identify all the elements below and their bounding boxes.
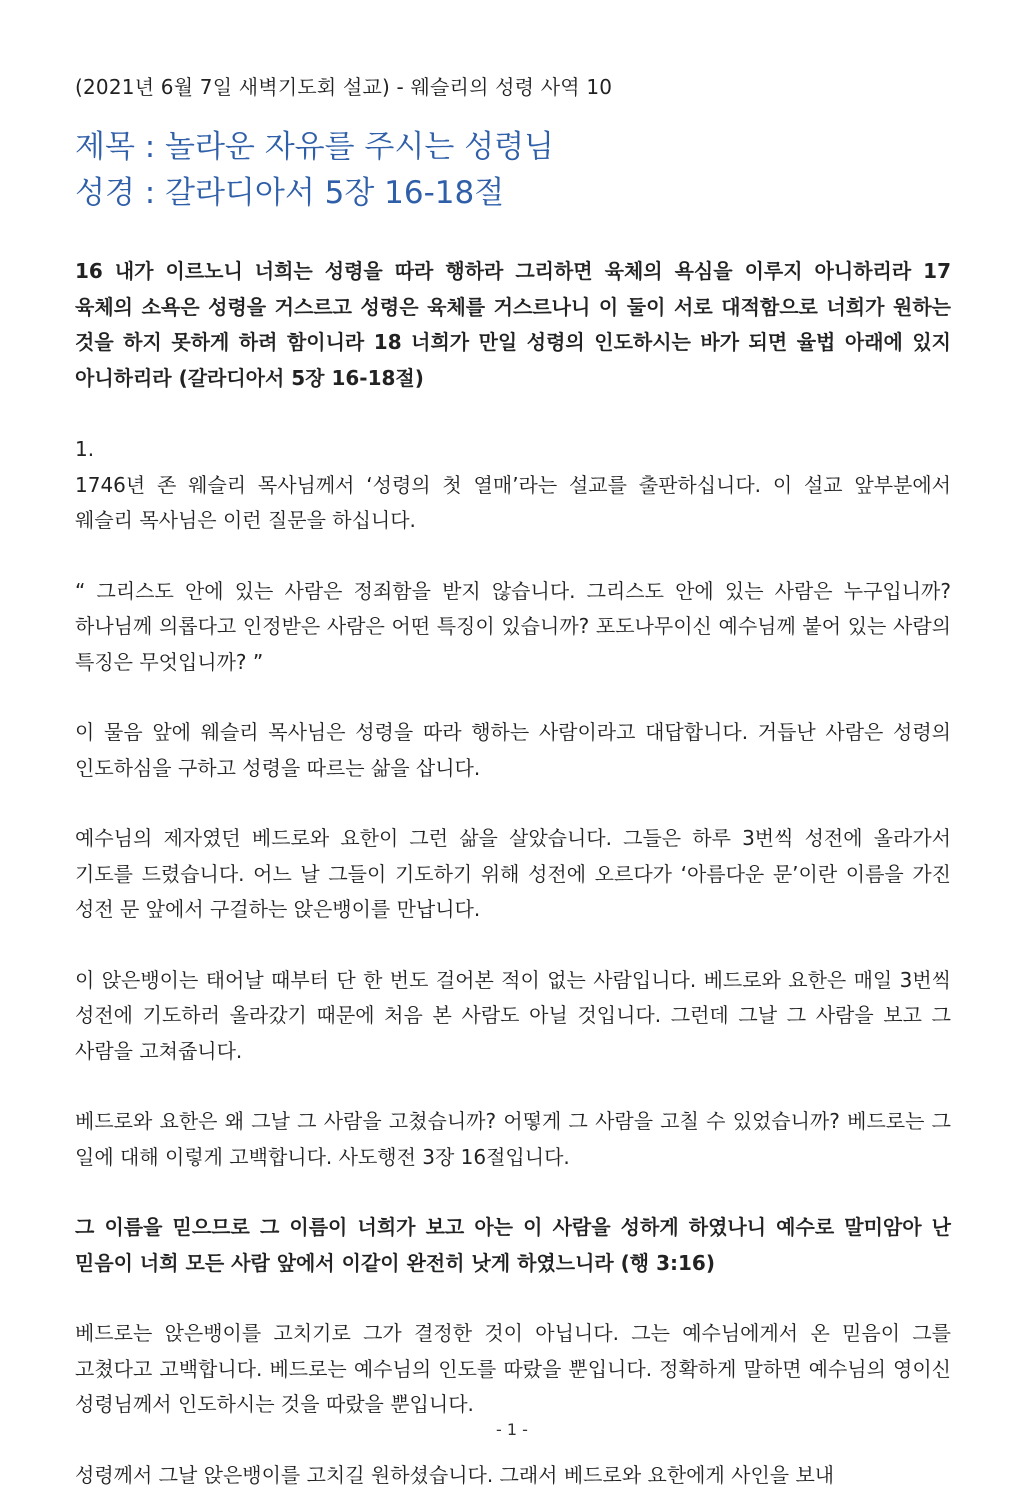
paragraph: 베드로와 요한은 왜 그날 그 사람을 고쳤습니까? 어떻게 그 사람을 고칠 수 있었습니까? 베드로는 그 일에 대해 이렇게 고백합니다. 사도행전 3장 16절입니다. bbox=[75, 1104, 951, 1175]
paragraph: 1746년 존 웨슬리 목사님께서 ‘성령의 첫 열매’라는 설교를 출판하십니다. 이 설교 앞부분에서 웨슬리 목사님은 이런 질문을 하십니다. bbox=[75, 468, 951, 539]
scripture-passage: 16 내가 이르노니 너희는 성령을 따라 행하라 그리하면 육체의 욕심을 이루지 아니하리라 17 육체의 소욕은 성령을 거스르고 성령은 육체를 거스르나니 이 둘이 서로 대적함으로 너희가 원하는 것을 하지 못하게 하려 함이니라 18 너희가 만일 성령의 인도하시는 바가 되면 율법 아래에 있지 아니하리라 (갈라디아서 5장 16-18절) bbox=[75, 254, 951, 396]
acts-quote: 그 이름을 믿으므로 그 이름이 너희가 보고 아는 이 사람을 성하게 하였나니 예수로 말미암아 난 믿음이 너희 모든 사람 앞에서 이같이 완전히 낫게 하였느니라 (행 3:16) bbox=[75, 1210, 951, 1281]
title-block bbox=[75, 124, 951, 216]
page-number: - 1 - bbox=[0, 1420, 1024, 1440]
scripture-reference-title: 성경 : 갈라디아서 5장 16-18절 bbox=[75, 170, 951, 216]
paragraph: 이 앉은뱅이는 태어날 때부터 단 한 번도 걸어본 적이 없는 사람입니다. 베드로와 요한은 매일 3번씩 성전에 기도하러 올라갔기 때문에 처음 본 사람도 아닐 것입니다. 그런데 그날 그 사람을 보고 그 사람을 고쳐줍니다. bbox=[75, 963, 951, 1070]
paragraph: 예수님의 제자였던 베드로와 요한이 그런 삶을 살았습니다. 그들은 하루 3번씩 성전에 올라가서 기도를 드렸습니다. 어느 날 그들이 기도하기 위해 성전에 오르다가 ‘아름다운 문’이란 이름을 가진 성전 문 앞에서 구걸하는 앉은뱅이를 만납니다. bbox=[75, 821, 951, 928]
paragraph: “ 그리스도 안에 있는 사람은 정죄함을 받지 않습니다. 그리스도 안에 있는 사람은 누구입니까? 하나님께 의롭다고 인정받은 사람은 어떤 특징이 있습니까? 포도나무이신 예수님께 붙어 있는 사람의 특징은 무엇입니까? ” bbox=[75, 574, 951, 681]
paragraph: 성령께서 그날 앉은뱅이를 고치길 원하셨습니다. 그래서 베드로와 요한에게 사인을 보내 bbox=[75, 1458, 951, 1493]
paragraph: 베드로는 앉은뱅이를 고치기로 그가 결정한 것이 아닙니다. 그는 예수님에게서 온 믿음이 그를 고쳤다고 고백합니다. 베드로는 예수님의 인도를 따랐을 뿐입니다. 정확하게 말하면 예수님의 영이신 성령님께서 인도하시는 것을 따랐을 뿐입니다. bbox=[75, 1316, 951, 1423]
paragraph: 이 물음 앞에 웨슬리 목사님은 성령을 따라 행하는 사람이라고 대답합니다. 거듭난 사람은 성령의 인도하심을 구하고 성령을 따르는 삶을 삽니다. bbox=[75, 715, 951, 786]
section-number: 1. bbox=[75, 432, 951, 468]
sermon-title: 제목 : 놀라운 자유를 주시는 성령님 bbox=[75, 124, 951, 170]
sermon-header-line: (2021년 6월 7일 새벽기도회 설교) - 웨슬리의 성령 사역 10 bbox=[75, 72, 951, 102]
document-page bbox=[75, 60, 951, 1493]
